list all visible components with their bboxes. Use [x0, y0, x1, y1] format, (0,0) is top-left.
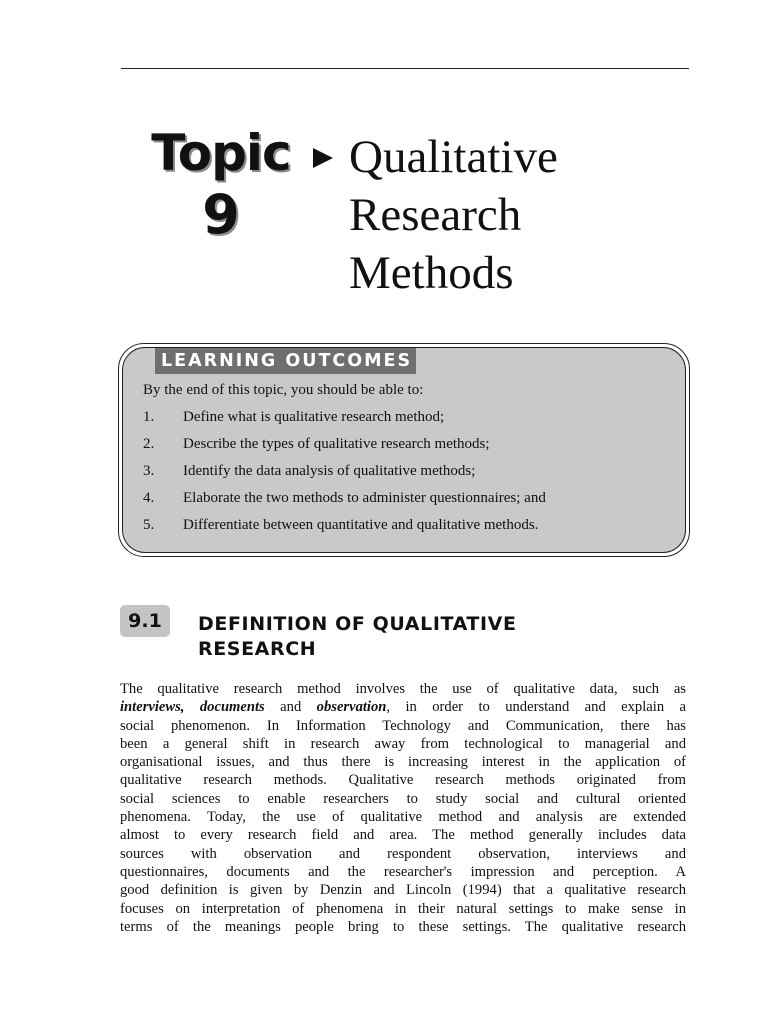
outcome-number: 5. [143, 517, 155, 533]
section-number-badge: 9.1 [120, 605, 170, 637]
outcome-item [143, 462, 475, 480]
body-line: almost to every research field and area. The method generally includes data [120, 827, 686, 844]
body-paragraph [120, 680, 686, 936]
body-line: organisational issues, and thus there is increasing interest in the application of [120, 754, 686, 771]
body-line: good definition is given by Denzin and Lincoln (1994) that a qualitative research [120, 882, 686, 899]
chapter-title [349, 128, 679, 302]
learning-outcomes-heading: LEARNING OUTCOMES [155, 348, 416, 374]
section-title-line: RESEARCH [198, 638, 317, 660]
outcome-text: Identify the data analysis of qualitative methods; [183, 463, 476, 479]
outcome-item [143, 516, 538, 534]
emphasis-term: observation [316, 699, 387, 716]
topic-number: 9 [202, 183, 240, 246]
body-line: social sciences to enable researchers to study social and cultural oriented [120, 790, 686, 807]
body-line: The qualitative research method involves the use of qualitative data, such as [120, 681, 686, 697]
outcome-number: 1. [143, 409, 155, 425]
body-line: been a general shift in research away from technological to managerial and [120, 735, 686, 752]
outcome-item [143, 435, 490, 453]
body-line: qualitative research methods. Qualitative research methods originated from [120, 772, 686, 789]
top-rule [121, 68, 689, 69]
outcome-number: 2. [143, 436, 155, 452]
body-fragment: , in order to understand and explain a [386, 699, 687, 716]
section-title-line: DEFINITION OF QUALITATIVE [198, 613, 517, 635]
topic-word: Topic [151, 124, 291, 182]
outcome-text: Differentiate between quantitative and qualitative methods. [183, 517, 539, 533]
body-line: questionnaires, documents and the researcher's impression and perception. A [120, 863, 686, 880]
body-line: sources with observation and respondent observation, interviews and [120, 845, 686, 862]
outcome-item [143, 489, 546, 507]
chapter-title-line: Qualitative [349, 131, 558, 183]
body-line: social phenomenon. In Information Technology and Communication, there has [120, 717, 686, 734]
outcome-text: Describe the types of qualitative research methods; [183, 436, 490, 452]
chapter-title-line: Research [349, 189, 522, 241]
body-line: phenomena. Today, the use of qualitative method and analysis are extended [120, 809, 686, 826]
outcome-text: Elaborate the two methods to administer questionnaires; and [183, 490, 546, 506]
body-line: focuses on interpretation of phenomena in their natural settings to make sense in [120, 900, 686, 917]
outcome-number: 3. [143, 463, 155, 479]
body-word: and [280, 699, 302, 716]
body-line [120, 698, 686, 716]
outcome-item [143, 408, 444, 426]
triangle-arrow-icon [313, 148, 333, 168]
emphasis-term: interviews, documents [120, 699, 265, 716]
outcome-text: Define what is qualitative research method; [183, 409, 445, 425]
outcome-number: 4. [143, 490, 155, 506]
body-line: terms of the meanings people bring to these settings. The qualitative research [120, 918, 686, 935]
chapter-title-line: Methods [349, 247, 514, 299]
learning-outcomes-intro: By the end of this topic, you should be able to: [143, 382, 424, 398]
section-title [198, 612, 618, 662]
topic-label [146, 122, 296, 246]
